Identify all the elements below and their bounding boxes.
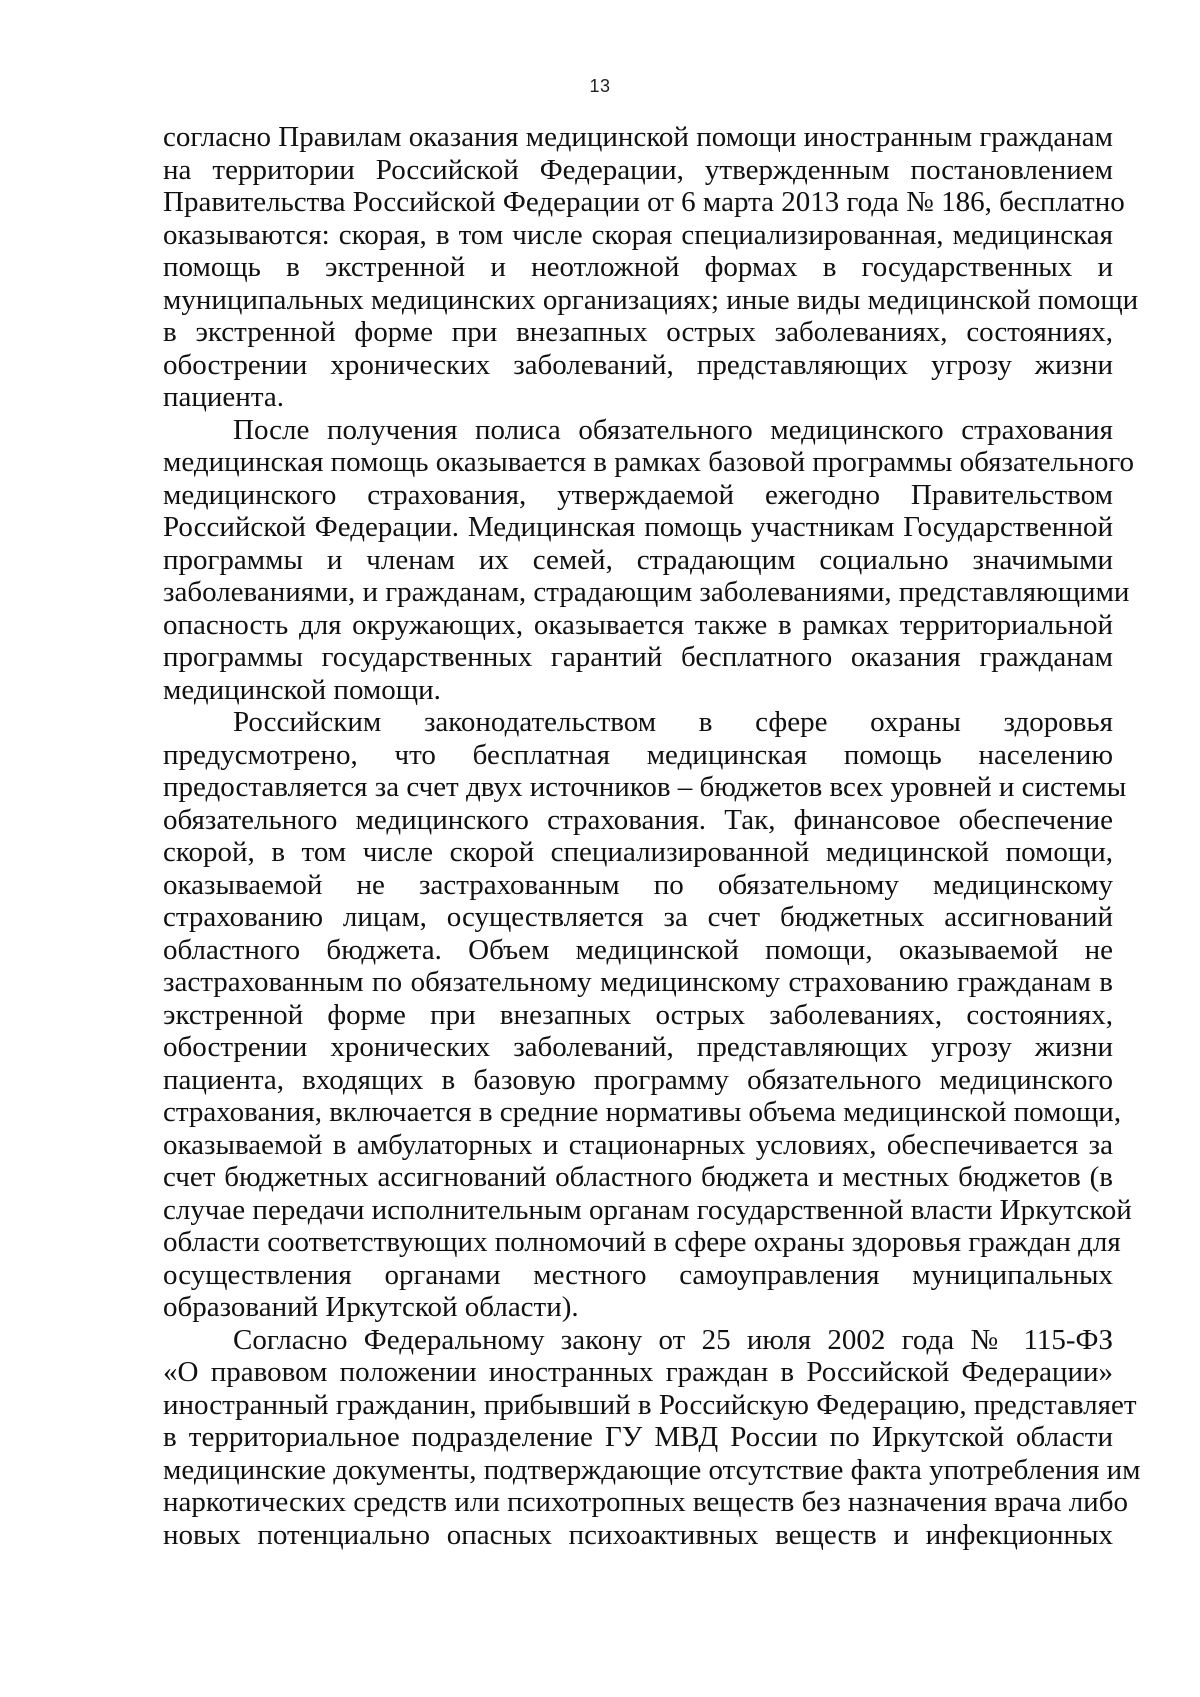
text-line: случае передачи исполнительным органам государственной власти Иркутской [163,1193,1132,1226]
text-line: Согласно Федеральному закону от 25 июля 2002 года № 115-ФЗ [233,1323,1113,1356]
text-line: новых потенциально опасных психоактивных веществ и инфекционных [163,1518,1113,1551]
text-line: «О правовом положении иностранных граждан в Российской Федерации» [163,1356,1113,1388]
text-line: Правительства Российской Федерации от 6 марта 2013 года № 186, бесплатно [163,186,1125,218]
paragraph-insurance-policy [163,413,1135,707]
text-line: предусмотрено, что бесплатная медицинская помощь населению [163,738,1113,771]
page-number: 13 [589,76,611,96]
text-line: в территориальное подразделение ГУ МВД России по Иркутской области [163,1421,1113,1453]
text-line: пациента. [163,381,284,413]
text-line: наркотических средств или психотропных веществ без назначения врача либо [163,1486,1128,1518]
text-line: застрахованным по обязательному медицинскому страхованию гражданам в [163,966,1113,998]
text-line: оказываемой в амбулаторных и стационарных условиях, обеспечивается за [163,1128,1113,1161]
document-body [163,121,1141,1551]
text-line: согласно Правилам оказания медицинской помощи иностранным гражданам [163,121,1113,153]
text-line: медицинские документы, подтверждающие отсутствие факта употребления им [163,1453,1141,1486]
text-line: муниципальных медицинских организациях; иные виды медицинской помощи [163,283,1139,316]
text-line: скорой, в том числе скорой специализированной медицинской помощи, [163,836,1113,868]
text-line: обострении хронических заболеваний, представляющих угрозу жизни [163,348,1113,381]
text-line: иностранный гражданин, прибывший в Российскую Федерацию, представляет [163,1388,1137,1421]
text-line: счет бюджетных ассигнований областного бюджета и местных бюджетов (в [163,1161,1113,1193]
text-line: в экстренной форме при внезапных острых заболеваниях, состояниях, [163,316,1113,348]
paragraph-foreign-citizens-rules [163,121,1139,414]
text-line: пациента, входящих в базовую программу обязательного медицинского [163,1063,1113,1096]
text-line: страхования, включается в средние нормативы объема медицинской помощи, [163,1096,1122,1128]
text-line: области соответствующих полномочий в сфере охраны здоровья граждан для [163,1226,1121,1258]
text-line: предоставляется за счет двух источников – бюджетов всех уровней и системы [163,771,1127,803]
text-line: осуществления органами местного самоуправления муниципальных [163,1258,1113,1291]
text-line: программы и членам их семей, страдающим социально значимыми [163,543,1113,576]
text-line: обострении хронических заболеваний, представляющих угрозу жизни [163,1031,1113,1063]
text-line: опасность для окружающих, оказывается также в рамках территориальной [163,608,1113,641]
paragraph-federal-law-115 [163,1323,1141,1552]
text-line: оказываются: скорая, в том числе скорая специализированная, медицинская [163,218,1113,251]
text-line: экстренной форме при внезапных острых заболеваниях, состояниях, [163,998,1113,1031]
text-line: заболеваниями, и гражданам, страдающим заболеваниями, представляющими [163,576,1130,608]
text-line: медицинская помощь оказывается в рамках базовой программы обязательного [163,446,1135,478]
text-line: областного бюджета. Объем медицинской помощи, оказываемой не [163,933,1113,966]
text-line: образований Иркутской области). [163,1291,579,1323]
text-line: помощь в экстренной и неотложной формах в государственных и [163,251,1113,283]
text-line: программы государственных гарантий бесплатного оказания гражданам [163,641,1113,673]
text-line: обязательного медицинского страхования. Так, финансовое обеспечение [163,803,1113,836]
text-line: медицинского страхования, утверждаемой ежегодно Правительством [163,478,1113,511]
text-line: Российским законодательством в сфере охраны здоровья [233,706,1113,738]
text-line: Российской Федерации. Медицинская помощь участникам Государственной [163,511,1113,543]
text-line: на территории Российской Федерации, утвержденным постановлением [163,153,1113,186]
text-line: После получения полиса обязательного медицинского страхования [233,413,1113,446]
text-line: оказываемой не застрахованным по обязательному медицинскому [163,868,1113,901]
text-line: медицинской помощи. [163,673,441,706]
paragraph-legislation-funding [163,706,1132,1324]
text-line: страхованию лицам, осуществляется за счет бюджетных ассигнований [163,901,1113,933]
